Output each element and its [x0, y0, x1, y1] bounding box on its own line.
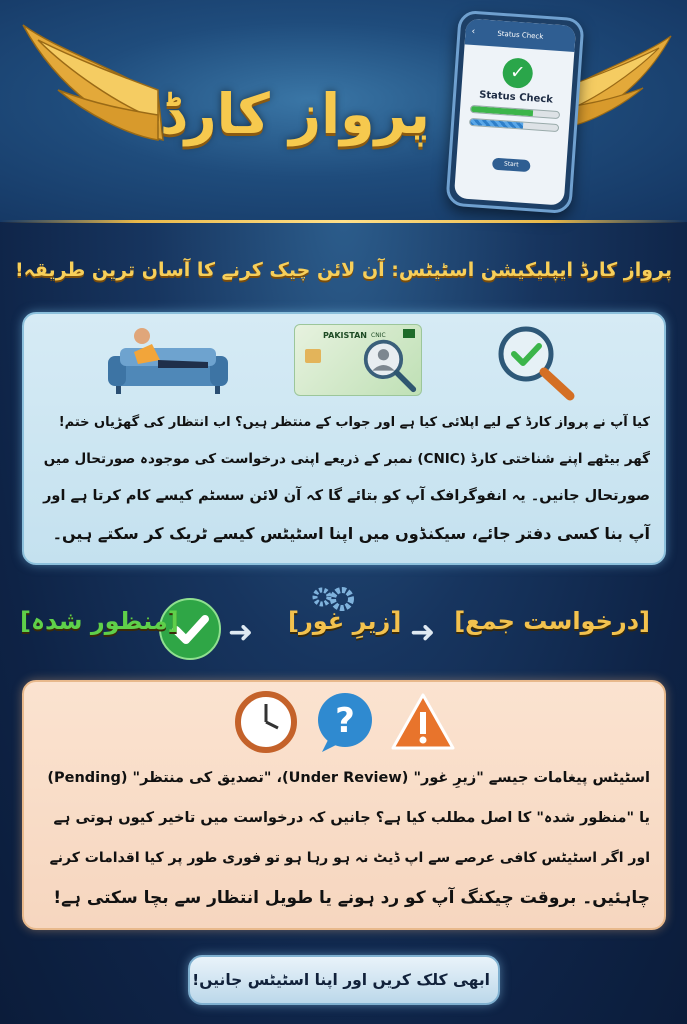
search-check-icon	[494, 322, 584, 402]
phone-topbar	[465, 18, 577, 52]
check-status-button[interactable]: ابھی کلک کریں اور اپنا اسٹیٹس جانیں!	[188, 955, 500, 1005]
phone-heading: Status Check	[478, 89, 554, 106]
person-on-sofa-icon	[108, 322, 228, 398]
details-text	[38, 758, 650, 918]
card-type: CNIC	[371, 332, 386, 339]
magnifier-icon	[361, 337, 419, 393]
logo-title: پرواز کارڈ	[160, 82, 430, 147]
step-submitted: [درخواست جمع]	[454, 607, 650, 635]
intro-panel	[22, 312, 666, 565]
svg-text:?: ?	[335, 701, 355, 741]
details-line: اسٹیٹس پیغامات جیسے "زیرِ غور" (Under Review)، "تصدیق کی منتظر" (Pending)	[47, 770, 650, 786]
step-approved: [منظور شدہ]	[20, 607, 179, 635]
details-line: یا "منظور شدہ" کا اصل مطلب کیا ہے؟ جانیں کہ درخواست میں تاخیر کیوں ہوتی ہے	[53, 810, 650, 826]
intro-line: گھر بیٹھے اپنے شناختی کارڈ (CNIC) نمبر کے ذریعے اپنی درخواست کی موجودہ صورتحال میں	[43, 451, 650, 467]
check-circle-icon: ✓	[502, 57, 534, 89]
warning-icon	[390, 692, 456, 752]
arrow-right-icon: ➜	[410, 615, 436, 650]
phone-topbar-title: Status Check	[497, 29, 544, 41]
left-wing-icon	[18, 10, 168, 150]
progress-bar-blue	[469, 118, 559, 132]
question-bubble-icon	[314, 690, 376, 754]
process-flow	[20, 585, 670, 670]
cnic-card-image	[294, 324, 422, 396]
intro-line: کیا آپ نے پرواز کارڈ کے لیے اپلائی کیا ہے اور جواب کے منتظر ہیں؟ اب انتظار کی گھڑیاں ختم!	[58, 415, 650, 430]
back-icon: ‹	[471, 26, 476, 38]
intro-text	[38, 404, 650, 552]
intro-line: آپ بنا کسی دفتر جائے، سیکنڈوں میں اپنا اسٹیٹس کیسے ٹریک کر سکتے ہیں۔	[52, 524, 650, 543]
chip-icon	[305, 349, 321, 363]
divider	[0, 220, 687, 223]
step-under-review: [زیرِ غور]	[288, 607, 402, 635]
progress-bar-green	[470, 105, 560, 119]
phone-illustration	[445, 10, 584, 214]
clock-icon	[234, 690, 298, 754]
phone-screen	[454, 18, 576, 205]
header-banner	[0, 0, 687, 222]
details-line: اور اگر اسٹیٹس کافی عرصے سے اپ ڈیٹ نہ ہو رہا ہو تو فوری طور پر کیا اقدامات کرنے	[49, 850, 650, 866]
arrow-right-icon: ➜	[228, 615, 254, 650]
headline: پرواز کارڈ ایپلیکیشن اسٹیٹس: آن لائن چیک کرنے کا آسان ترین طریقہ!	[14, 259, 673, 281]
phone-start-button: Start	[492, 158, 531, 173]
details-line: چاہئیں۔ بروقت چیکنگ آپ کو رد ہونے یا طویل انتظار سے بچا سکتی ہے!	[53, 888, 650, 908]
intro-line: صورتحال جانیں۔ یہ انفوگرافک آپ کو بتائے گا کہ آن لائن سسٹم کیسے کام کرتا ہے اور	[43, 488, 650, 504]
card-country: PAKISTAN	[323, 331, 367, 340]
details-panel	[22, 680, 666, 930]
